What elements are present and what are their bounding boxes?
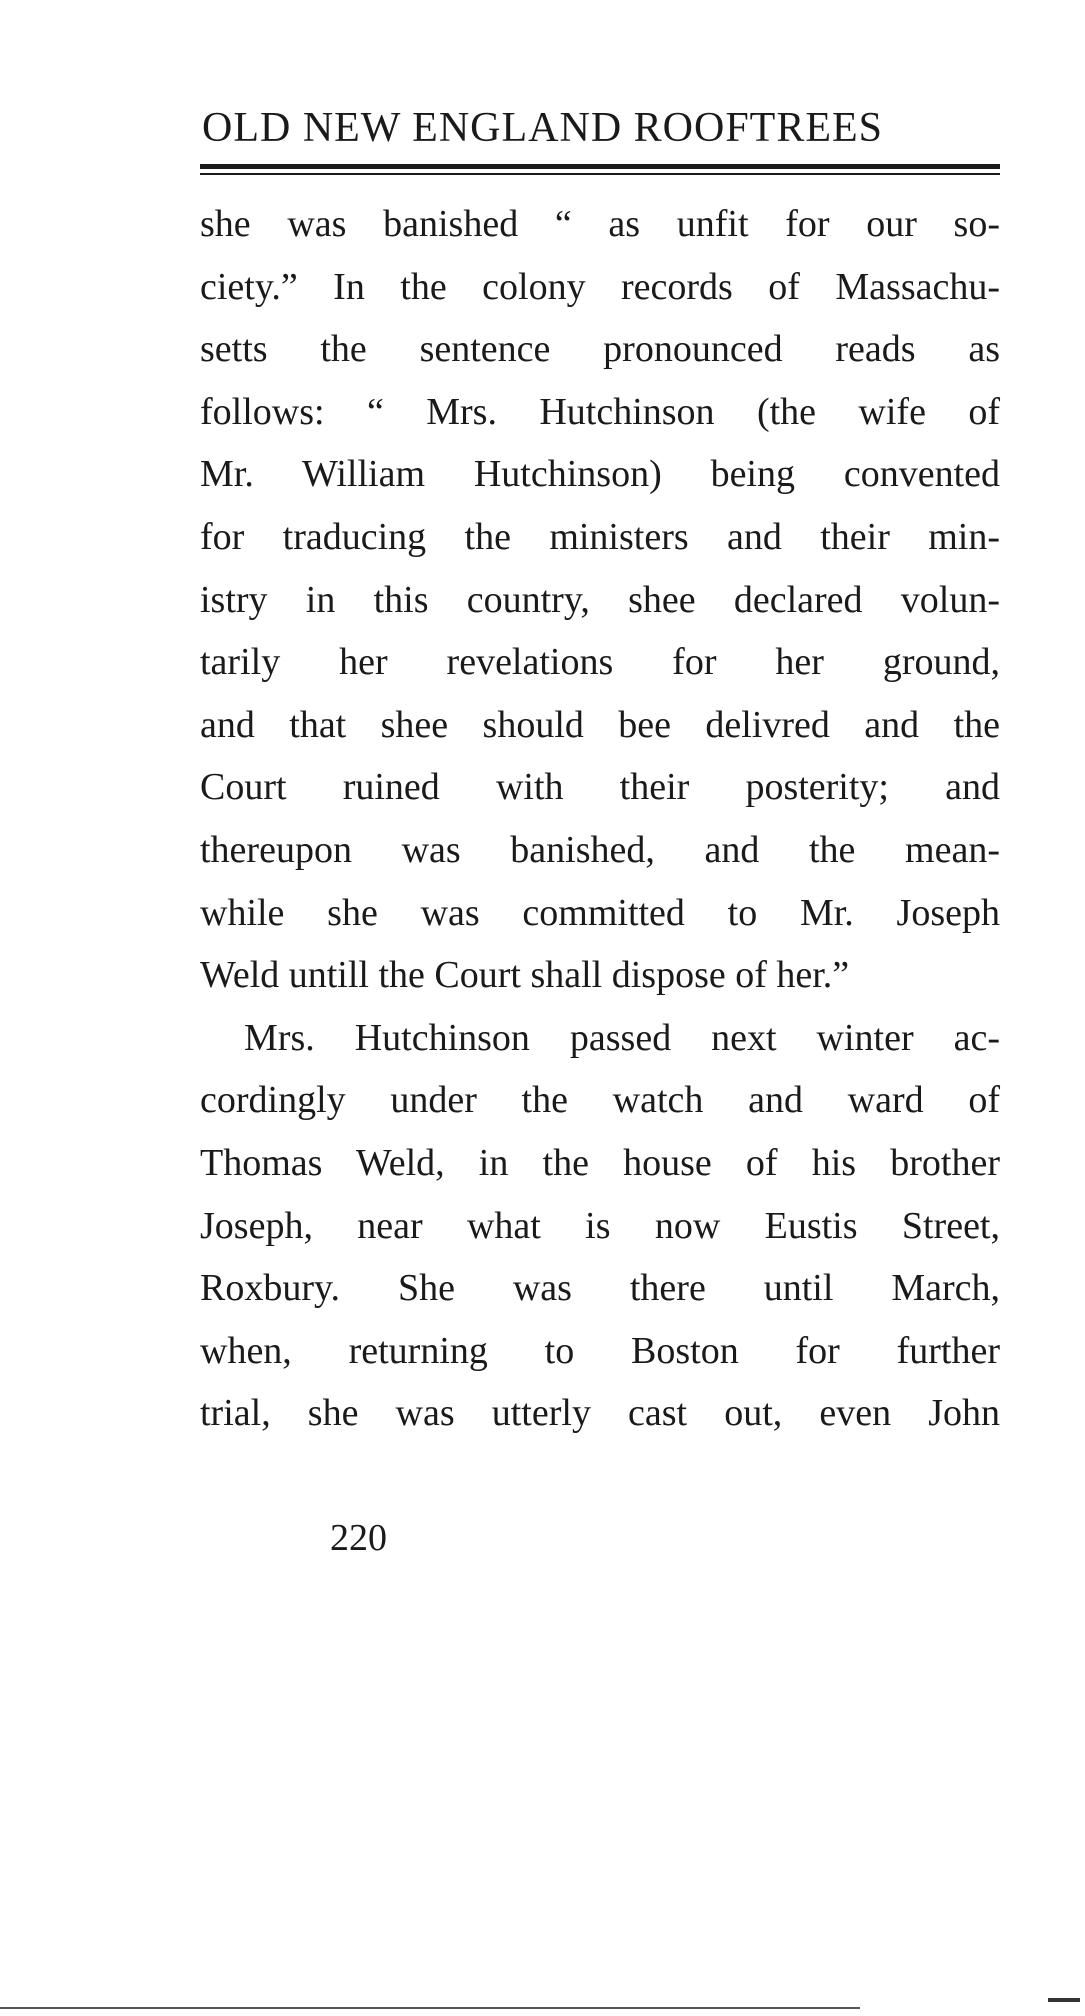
text-line: thereupon was banished, and the mean- <box>200 828 1000 871</box>
text-line: Joseph, near what is now Eustis Street, <box>200 1204 1000 1247</box>
header-rule-thick <box>200 164 1000 169</box>
text-line: Mrs. Hutchinson passed next winter ac- <box>244 1016 1000 1059</box>
text-line: Thomas Weld, in the house of his brother <box>200 1141 1000 1184</box>
text-line: Roxbury. She was there until March, <box>200 1267 1000 1310</box>
text-line: tarily her revelations for her ground, <box>200 641 1000 684</box>
text-line: follows: “ Mrs. Hutchinson (the wife of <box>200 390 1000 433</box>
page-number: 220 <box>330 1517 387 1559</box>
text-line: ciety.” In the colony records of Massachu- <box>200 265 1000 308</box>
bottom-edge-rule <box>0 2007 860 2009</box>
bottom-edge-mark <box>1048 1998 1080 2002</box>
text-line: while she was committed to Mr. Joseph <box>200 891 1000 934</box>
text-line: Court ruined with their posterity; and <box>200 766 1000 809</box>
text-line: Weld untill the Court shall dispose of her.” <box>200 954 850 997</box>
text-line: and that shee should bee delivred and the <box>200 703 1000 746</box>
header-rule-thin <box>200 173 1000 175</box>
text-line: she was banished “ as unfit for our so- <box>200 203 1000 245</box>
body-text <box>200 193 1000 1445</box>
text-line: istry in this country, shee declared volun- <box>200 578 1000 621</box>
paragraph-1 <box>200 193 1000 1007</box>
text-line: for traducing the ministers and their min- <box>200 515 1000 558</box>
text-line: cordingly under the watch and ward of <box>200 1079 1000 1122</box>
text-line: trial, she was utterly cast out, even John <box>200 1392 1000 1435</box>
text-line: Mr. William Hutchinson) being convented <box>200 453 1000 496</box>
text-line: when, returning to Boston for further <box>200 1329 1000 1372</box>
running-head: OLD NEW ENGLAND ROOFTREES <box>202 105 884 151</box>
text-line: setts the sentence pronounced reads as <box>200 328 1000 371</box>
paragraph-2 <box>200 1007 1000 1445</box>
